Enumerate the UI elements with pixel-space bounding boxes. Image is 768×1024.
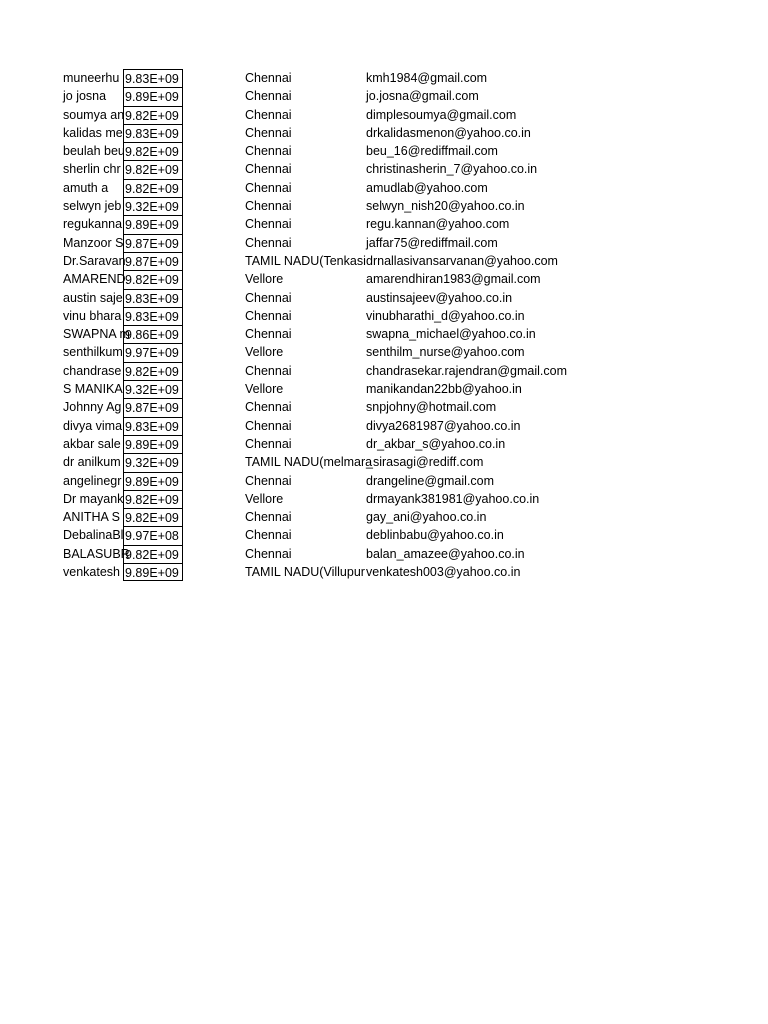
email-cell[interactable]: drmayank381981@yahoo.co.in bbox=[366, 491, 540, 506]
name-cell[interactable]: akbar sale bbox=[63, 436, 121, 451]
email-cell[interactable]: swapna_michael@yahoo.co.in bbox=[366, 327, 536, 342]
email-cell[interactable]: dimplesoumya@gmail.com bbox=[366, 107, 517, 122]
email-cell[interactable]: vinubharathi_d@yahoo.co.in bbox=[366, 308, 525, 323]
name-cell[interactable]: vinu bhara bbox=[63, 308, 122, 323]
email-cell[interactable]: amudlab@yahoo.com bbox=[366, 180, 488, 195]
city-cell[interactable]: Chennai bbox=[245, 436, 292, 451]
city-cell[interactable]: Chennai bbox=[245, 107, 292, 122]
name-cell[interactable]: S MANIKA bbox=[63, 382, 123, 397]
name-cell[interactable]: SWAPNA m bbox=[63, 327, 130, 342]
city-cell[interactable]: Chennai bbox=[245, 510, 292, 525]
city-cell[interactable]: Chennai bbox=[245, 217, 292, 232]
city-cell[interactable]: Chennai bbox=[245, 546, 292, 561]
city-cell[interactable]: Chennai bbox=[245, 473, 292, 488]
name-cell[interactable]: DebalinaBl bbox=[63, 528, 124, 543]
phone-cell[interactable]: 9.87E+09 bbox=[123, 234, 183, 252]
table-row bbox=[63, 307, 703, 325]
table-row bbox=[63, 252, 703, 270]
city-cell[interactable]: TAMIL NADU(melmara bbox=[245, 455, 373, 470]
phone-cell[interactable]: 9.87E+09 bbox=[123, 398, 183, 416]
email-cell[interactable]: chandrasekar.rajendran@gmail.com bbox=[366, 363, 567, 378]
phone-cell[interactable]: 9.82E+09 bbox=[123, 490, 183, 508]
phone-cell[interactable]: 9.32E+09 bbox=[123, 453, 183, 471]
table-row bbox=[63, 160, 703, 178]
name-cell[interactable]: soumya an bbox=[63, 107, 125, 122]
phone-cell[interactable]: 9.89E+09 bbox=[123, 435, 183, 453]
email-cell[interactable]: senthilm_nurse@yahoo.com bbox=[366, 345, 525, 360]
city-cell[interactable]: Vellore bbox=[245, 345, 284, 360]
name-cell[interactable]: ANITHA S bbox=[63, 510, 120, 525]
phone-cell[interactable]: 9.82E+09 bbox=[123, 160, 183, 178]
email-cell[interactable]: selwyn_nish20@yahoo.co.in bbox=[366, 199, 525, 214]
phone-cell[interactable]: 9.32E+09 bbox=[123, 197, 183, 215]
table-row bbox=[63, 526, 703, 544]
phone-cell[interactable]: 9.82E+09 bbox=[123, 508, 183, 526]
city-cell[interactable]: Chennai bbox=[245, 89, 292, 104]
email-cell[interactable]: regu.kannan@yahoo.com bbox=[366, 217, 510, 232]
city-cell[interactable]: Chennai bbox=[245, 125, 292, 140]
email-cell[interactable]: amarendhiran1983@gmail.com bbox=[366, 272, 541, 287]
table-row bbox=[63, 179, 703, 197]
email-cell[interactable]: dr_akbar_s@yahoo.co.in bbox=[366, 436, 506, 451]
city-cell[interactable]: Chennai bbox=[245, 327, 292, 342]
email-cell[interactable]: christinasherin_7@yahoo.co.in bbox=[366, 162, 538, 177]
table-row bbox=[63, 124, 703, 142]
email-cell[interactable]: drnallasivansarvanan@yahoo.com bbox=[366, 253, 558, 268]
spreadsheet-table bbox=[63, 69, 703, 581]
table-row bbox=[63, 490, 703, 508]
email-cell[interactable]: balan_amazee@yahoo.co.in bbox=[366, 546, 525, 561]
name-cell[interactable]: divya vima bbox=[63, 418, 123, 433]
table-row bbox=[63, 508, 703, 526]
city-cell[interactable]: Chennai bbox=[245, 528, 292, 543]
table-row bbox=[63, 453, 703, 471]
city-cell[interactable]: TAMIL NADU(Tenkasi bbox=[245, 253, 366, 268]
phone-cell[interactable]: 9.82E+09 bbox=[123, 142, 183, 160]
phone-cell[interactable]: 9.87E+09 bbox=[123, 252, 183, 270]
name-cell[interactable]: Johnny Ag bbox=[63, 400, 122, 415]
phone-cell[interactable]: 9.97E+09 bbox=[123, 343, 183, 361]
city-cell[interactable]: TAMIL NADU(Villupur bbox=[245, 565, 365, 580]
phone-cell[interactable]: 9.82E+09 bbox=[123, 545, 183, 563]
email-cell[interactable]: gay_ani@yahoo.co.in bbox=[366, 510, 487, 525]
email-cell[interactable]: kmh1984@gmail.com bbox=[366, 71, 488, 85]
name-cell[interactable]: AMAREND bbox=[63, 272, 126, 287]
name-cell[interactable]: regukanna bbox=[63, 217, 123, 232]
phone-cell[interactable]: 9.82E+09 bbox=[123, 106, 183, 124]
name-cell[interactable]: jo josna bbox=[63, 89, 107, 104]
phone-cell[interactable]: 9.97E+08 bbox=[123, 526, 183, 544]
table-row bbox=[63, 435, 703, 453]
phone-cell[interactable]: 9.82E+09 bbox=[123, 270, 183, 288]
table-row bbox=[63, 325, 703, 343]
name-cell[interactable]: kalidas me bbox=[63, 125, 123, 140]
phone-cell[interactable]: 9.89E+09 bbox=[123, 472, 183, 490]
city-cell[interactable]: Vellore bbox=[245, 382, 284, 397]
phone-cell[interactable]: 9.32E+09 bbox=[123, 380, 183, 398]
table-row bbox=[63, 270, 703, 288]
city-cell[interactable]: Chennai bbox=[245, 290, 292, 305]
phone-cell[interactable]: 9.89E+09 bbox=[123, 563, 183, 581]
table-row bbox=[63, 362, 703, 380]
table-row bbox=[63, 106, 703, 124]
name-cell[interactable]: amuth a bbox=[63, 180, 109, 195]
phone-cell[interactable]: 9.82E+09 bbox=[123, 179, 183, 197]
table-row bbox=[63, 380, 703, 398]
phone-cell[interactable]: 9.83E+09 bbox=[123, 307, 183, 325]
city-cell[interactable]: Vellore bbox=[245, 491, 284, 506]
table-row bbox=[63, 289, 703, 307]
name-cell[interactable]: selwyn jeb bbox=[63, 199, 122, 214]
table-row bbox=[63, 417, 703, 435]
name-cell[interactable]: angelinegr bbox=[63, 473, 122, 488]
email-cell[interactable]: snpjohny@hotmail.com bbox=[366, 400, 497, 415]
table-row bbox=[63, 343, 703, 361]
phone-cell[interactable]: 9.83E+09 bbox=[123, 289, 183, 307]
phone-cell[interactable]: 9.89E+09 bbox=[123, 215, 183, 233]
email-cell[interactable]: jaffar75@rediffmail.com bbox=[366, 235, 498, 250]
table-row bbox=[63, 398, 703, 416]
email-cell[interactable]: divya2681987@yahoo.co.in bbox=[366, 418, 521, 433]
city-cell[interactable]: Chennai bbox=[245, 418, 292, 433]
name-cell[interactable]: senthilkum bbox=[63, 345, 123, 360]
phone-cell[interactable]: 9.83E+09 bbox=[123, 417, 183, 435]
email-cell[interactable]: deblinbabu@yahoo.co.in bbox=[366, 528, 504, 543]
name-cell[interactable]: venkatesh bbox=[63, 565, 120, 580]
name-cell[interactable]: Dr.Saravan bbox=[63, 253, 126, 268]
table-row bbox=[63, 545, 703, 563]
email-cell[interactable]: drkalidasmenon@yahoo.co.in bbox=[366, 125, 531, 140]
city-cell[interactable]: Chennai bbox=[245, 162, 292, 177]
phone-cell[interactable]: 9.89E+09 bbox=[123, 87, 183, 105]
city-cell[interactable]: Chennai bbox=[245, 235, 292, 250]
email-cell[interactable]: drangeline@gmail.com bbox=[366, 473, 495, 488]
city-cell[interactable]: Chennai bbox=[245, 308, 292, 323]
table-row bbox=[63, 142, 703, 160]
city-cell[interactable]: Chennai bbox=[245, 199, 292, 214]
name-cell[interactable]: dr anilkum bbox=[63, 455, 121, 470]
phone-cell[interactable]: 9.86E+09 bbox=[123, 325, 183, 343]
name-cell[interactable]: austin saje bbox=[63, 290, 123, 305]
city-cell[interactable]: Chennai bbox=[245, 180, 292, 195]
name-cell[interactable]: sherlin chr bbox=[63, 162, 121, 177]
city-cell[interactable]: Vellore bbox=[245, 272, 284, 287]
table-row bbox=[63, 197, 703, 215]
table-row bbox=[63, 69, 703, 87]
table-row bbox=[63, 472, 703, 490]
phone-cell[interactable]: 9.83E+09 bbox=[123, 124, 183, 142]
table-row bbox=[63, 215, 703, 233]
name-cell[interactable]: Dr mayank bbox=[63, 491, 124, 506]
email-cell[interactable]: manikandan22bb@yahoo.in bbox=[366, 382, 522, 397]
email-cell[interactable]: austinsajeev@yahoo.co.in bbox=[366, 290, 513, 305]
email-cell[interactable]: _sirasagi@rediff.com bbox=[366, 455, 484, 470]
email-cell[interactable]: beu_16@rediffmail.com bbox=[366, 144, 498, 159]
email-cell[interactable]: venkatesh003@yahoo.co.in bbox=[366, 565, 521, 580]
name-cell[interactable]: BALASUBR bbox=[63, 546, 130, 561]
email-cell[interactable]: jo.josna@gmail.com bbox=[366, 89, 479, 104]
city-cell[interactable]: Chennai bbox=[245, 400, 292, 415]
name-cell[interactable]: muneerhu bbox=[63, 71, 120, 85]
table-row bbox=[63, 563, 703, 581]
city-cell[interactable]: Chennai bbox=[245, 71, 292, 85]
table-row bbox=[63, 234, 703, 252]
name-cell[interactable]: beulah beu bbox=[63, 144, 125, 159]
city-cell[interactable]: Chennai bbox=[245, 144, 292, 159]
phone-cell[interactable]: 9.83E+09 bbox=[123, 69, 183, 87]
table-row bbox=[63, 87, 703, 105]
name-cell[interactable]: Manzoor S bbox=[63, 235, 124, 250]
city-cell[interactable]: Chennai bbox=[245, 363, 292, 378]
name-cell[interactable]: chandrase bbox=[63, 363, 122, 378]
phone-cell[interactable]: 9.82E+09 bbox=[123, 362, 183, 380]
